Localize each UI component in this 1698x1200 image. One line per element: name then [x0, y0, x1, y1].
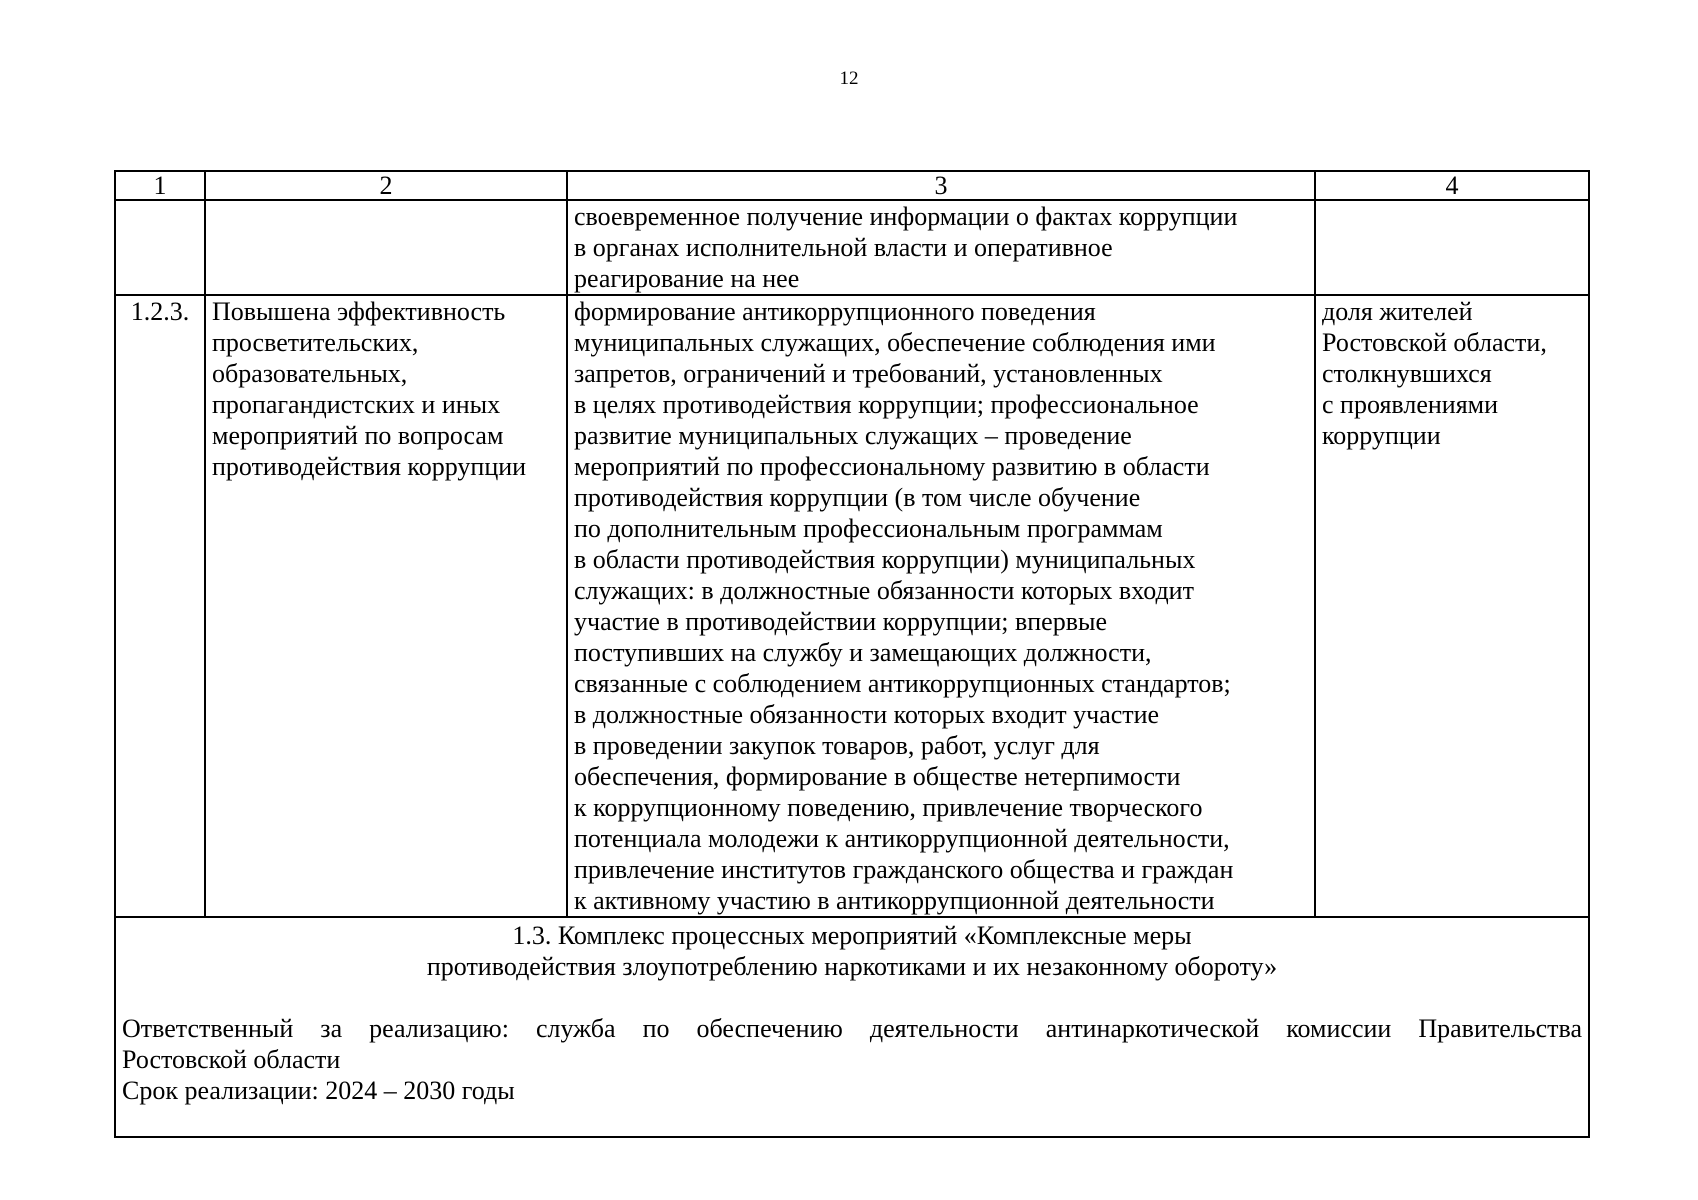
text-line: поступивших на службу и замещающих должности,: [574, 638, 1152, 667]
section-title-line: противодействия злоупотреблению наркотиками и их незаконному обороту»: [426, 952, 1278, 981]
text-line: в целях противодействия коррупции; профессиональное: [574, 390, 1199, 419]
text-line: противодействия коррупции (в том числе обучение: [574, 483, 1141, 512]
table-row-section-1-3: [115, 917, 1589, 1137]
header-col-1: 1: [115, 171, 205, 200]
text-line: в органах исполнительной власти и оперативное: [574, 233, 1113, 262]
text-line: развитие муниципальных служащих – проведение: [574, 421, 1132, 450]
text-line: к коррупционному поведению, привлечение творческого: [574, 793, 1203, 822]
header-col-4: 4: [1315, 171, 1589, 200]
text-line: реагирование на нее: [574, 264, 800, 293]
text-line: мероприятий по вопросам: [212, 421, 504, 450]
cont-col-2: [205, 200, 567, 295]
cont-col-1: [115, 200, 205, 295]
row-result: [205, 295, 567, 917]
table-row-1-2-3: [115, 295, 1589, 917]
text-line: в должностные обязанности которых входит участие: [574, 700, 1160, 729]
header-col-2: 2: [205, 171, 567, 200]
text-line: своевременное получение информации о фактах коррупции: [574, 202, 1238, 231]
text-line: обеспечения, формирование в обществе нетерпимости: [574, 762, 1181, 791]
text-line: доля жителей: [1322, 297, 1473, 326]
text-line: формирование антикоррупционного поведения: [574, 297, 1096, 326]
section-cell: [115, 917, 1589, 1137]
text-line: противодействия коррупции: [212, 452, 527, 481]
text-line: коррупции: [1322, 421, 1441, 450]
text-line: с проявлениями: [1322, 390, 1499, 419]
cont-col-4: [1315, 200, 1589, 295]
header-col-3: 3: [567, 171, 1315, 200]
table-header-row: [115, 171, 1589, 200]
text-line: связанные с соблюдением антикоррупционных стандартов;: [574, 669, 1231, 698]
text-line: пропагандистских и иных: [212, 390, 501, 419]
text-line: образовательных,: [212, 359, 408, 388]
text-line: в проведении закупок товаров, работ, услуг для: [574, 731, 1100, 760]
text-line: в области противодействия коррупции) муниципальных: [574, 545, 1196, 574]
program-table: [114, 170, 1590, 1138]
text-line: муниципальных служащих, обеспечение соблюдения ими: [574, 328, 1216, 357]
text-line: к активному участию в антикоррупционной деятельности: [574, 886, 1215, 915]
text-line: столкнувшихся: [1322, 359, 1492, 388]
text-line: просветительских,: [212, 328, 419, 357]
responsible-line: Ответственный за реализацию: служба по обеспечению деятельности антинаркотической комиссии Правительства: [122, 1014, 1582, 1043]
row-description: [567, 295, 1315, 917]
text-line: участие в противодействии коррупции; впервые: [574, 607, 1107, 636]
page-number: 12: [839, 68, 859, 89]
implementation-term: Срок реализации: 2024 – 2030 годы: [122, 1076, 515, 1105]
row-number: 1.2.3.: [115, 295, 205, 917]
section-spacer: [122, 982, 1582, 1013]
text-line: мероприятий по профессиональному развитию в области: [574, 452, 1210, 481]
table-row-continuation: [115, 200, 1589, 295]
section-title-line: 1.3. Комплекс процессных мероприятий «Комплексные меры: [512, 921, 1192, 950]
text-line: Ростовской области,: [1322, 328, 1547, 357]
cont-description: [567, 200, 1315, 295]
text-line: привлечение институтов гражданского общества и граждан: [574, 855, 1234, 884]
responsible-line-cont: Ростовской области: [122, 1045, 341, 1074]
row-indicator: [1315, 295, 1589, 917]
text-line: по дополнительным профессиональным программам: [574, 514, 1163, 543]
text-line: Повышена эффективность: [212, 297, 506, 326]
section-title: [122, 920, 1582, 982]
text-line: запретов, ограничений и требований, установленных: [574, 359, 1163, 388]
text-line: потенциала молодежи к антикоррупционной деятельности,: [574, 824, 1230, 853]
text-line: служащих: в должностные обязанности которых входит: [574, 576, 1194, 605]
